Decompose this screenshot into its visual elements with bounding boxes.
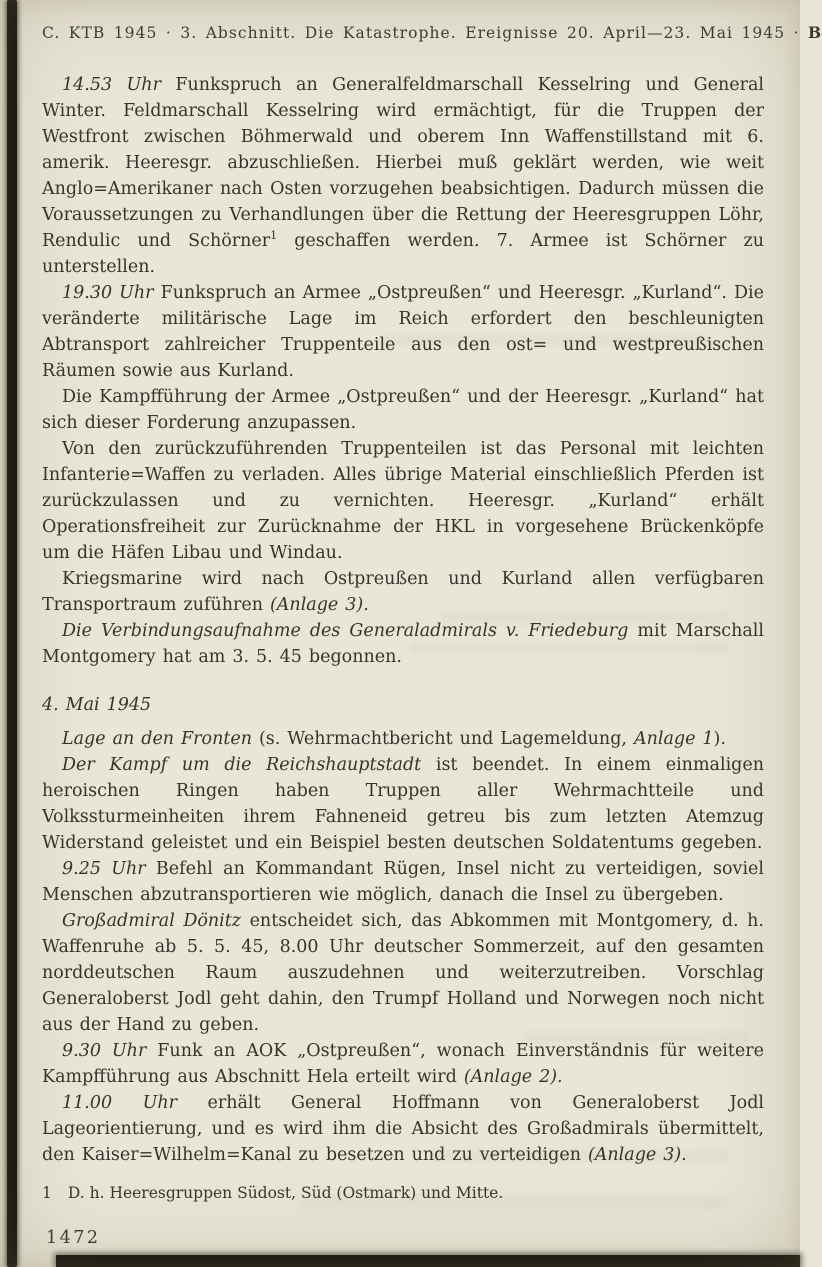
text-run: Anlage 1 [633,729,714,749]
text-run: Die Kampfführung der Armee „Ostpreußen“ und der Heeresgr. „Kurland“ hat sich dieser Forderung anzupassen. [42,387,764,433]
text-run: Funkspruch an Generalfeldmarschall Kesselring und General Winter. Feldmarschall Kesselring wird ermächtigt, für die Truppen der Westfront zwischen Böhmerwald und oberem Inn Waffenstillstand mit 6. amerik. Heeresgr. abzuschließen. Hierbei muß geklärt werden, wie weit Anglo=Amerikaner nach Osten vorzugehen beabsichtigen. Dadurch müssen die Voraussetzungen zu Verhandlungen über die Rettung der Heeresgruppen Löhr, Rendulic und Schörner [42,75,764,251]
paragraph [42,618,764,670]
text-run: (Anlage 3). [587,1145,687,1165]
running-head [42,23,822,42]
text-run: 11.00 Uhr [62,1093,177,1113]
footnote [42,1184,764,1202]
paragraph [42,566,764,618]
document-body [42,72,764,1168]
page-content [42,23,822,1168]
text-run: 19.30 Uhr [62,283,154,303]
text-run: (Anlage 3). [269,595,369,615]
text-run: ). [713,729,726,749]
paragraph [42,384,764,436]
text-run: erhält General Hoffmann von Generaloberst Jodl Lageorientierung, und es wird ihm die Absicht des Großadmirals übermittelt, den Kaiser=Wilhelm=Kanal zu besetzen und zu verteidigen [42,1093,764,1165]
text-run: 9.25 Uhr [62,859,146,879]
page-number: 1472 [46,1228,101,1248]
paragraph [42,72,764,280]
text-run: (Anlage 2). [463,1067,563,1087]
text-run: Funkspruch an Armee „Ostpreußen“ und Heeresgr. „Kurland“. Die veränderte militärische Lage im Reich erfordert den beschleunigten Abtransport zahlreicher Truppenteile aus den ost= und westpreußischen Räumen sowie aus Kurland. [42,283,764,381]
paragraph [42,436,764,566]
footnote-text: D. h. Heeresgruppen Südost, Süd (Ostmark) und Mitte. [67,1184,504,1202]
text-run: Der Kampf um die Reichshauptstadt [62,755,422,775]
paragraph [42,908,764,1038]
text-run: geschaffen werden. 7. Armee ist Schörner zu unterstellen. [42,231,764,277]
section-heading [42,692,764,718]
text-run: Von den zurückzuführenden Truppenteilen ist das Personal mit leichten Infanterie=Waffen zu verladen. Alles übrige Material einschließlich Pferden ist zurückzulassen und zu vernichten. Heeresgr. „Kurland“ erhält Operationsfreiheit zur Zurücknahme der HKL in vorgesehene Brückenköpfe um die Häfen Libau und Windau. [42,439,764,563]
text-run: ist beendet. In einem einmaligen heroischen Ringen haben Truppen aller Wehrmachtteile und Volkssturmeinheiten ihrem Fahneneid getreu bis zum letzten Atemzug Widerstand geleistet und ein Beispiel besten deutschen Soldatentums gegeben. [42,755,764,853]
scan-edge-shadow [56,1255,800,1267]
paragraph [42,726,764,752]
paragraph [42,280,764,384]
text-run: Kriegsmarine wird nach Ostpreußen und Kurland allen verfügbaren Transportraum zuführen [42,569,764,615]
text-run: C. KTB 1945 · 3. Abschnitt. Die Katastrophe. Ereignisse 20. April—23. Mai 1945 · [42,24,809,42]
text-run: (s. Wehrmachtbericht und Lagemeldung, [252,729,634,749]
text-run: 1 [270,229,278,243]
text-run: 14.53 Uhr [62,75,161,95]
text-run: entscheidet sich, das Abkommen mit Montgomery, d. h. Waffenruhe ab 5. 5. 45, 8.00 Uhr deutscher Sommerzeit, auf den gesamten norddeutschen Raum auszudehnen und weiterzutreiben. Vorschlag Generaloberst Jodl geht dahin, den Trumpf Holland und Norwegen noch nicht aus der Hand zu geben. [42,911,764,1035]
text-run: Befehl an Kommandant Rügen, Insel nicht zu verteidigen, soviel Menschen abzutransportieren wie möglich, danach die Insel zu übergeben. [42,859,764,905]
text-run: Funk an AOK „Ostpreußen“, wonach Einverständnis für weitere Kampfführung aus Abschnitt Hela erteilt wird [42,1041,765,1087]
paragraph [42,1038,764,1090]
paragraph [42,856,764,908]
text-run: 4. Mai 1945 [42,695,152,715]
text-run: B [808,23,822,42]
paragraph [42,1090,764,1168]
scan-gutter-shadow [7,0,17,1267]
text-run: Lage an den Fronten [62,729,253,749]
text-run: Großadmiral Dönitz [62,911,242,931]
text-run: 9.30 Uhr [62,1041,147,1061]
footnote-marker: 1 [42,1184,52,1202]
text-run: mit Marschall Montgomery hat am 3. 5. 45 begonnen. [42,621,764,667]
text-run: Die Verbindungsaufnahme des Generaladmirals v. Friedeburg [62,621,629,641]
paragraph [42,752,764,856]
